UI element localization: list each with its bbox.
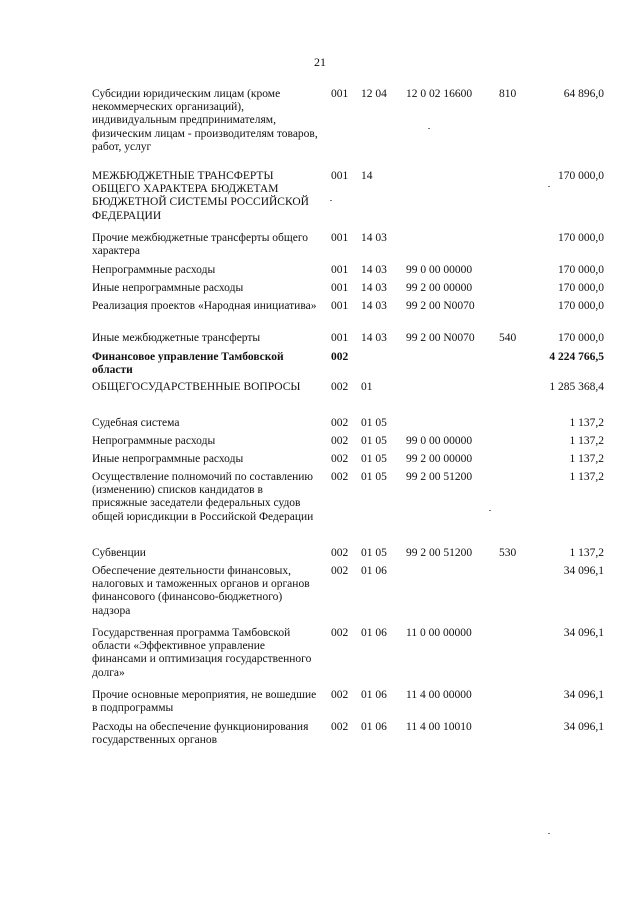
- row-gr: 002: [331, 547, 349, 559]
- row-gr: 002: [331, 689, 349, 701]
- row-section: 01 05: [361, 471, 387, 483]
- row-section: 14 03: [361, 264, 387, 276]
- row-sum: 170 000,0: [558, 282, 604, 294]
- table-row: [0, 170, 640, 232]
- table-row: [0, 721, 640, 769]
- table-row: [0, 471, 640, 547]
- row-sum: 34 096,1: [563, 689, 604, 701]
- table-row: [0, 282, 640, 300]
- row-name: Непрограммные расходы: [92, 264, 216, 276]
- row-section: 12 04: [361, 88, 387, 100]
- row-sum: 170 000,0: [558, 232, 604, 244]
- row-section: 14 03: [361, 300, 387, 312]
- table-row: [0, 689, 640, 721]
- row-section: 01 06: [361, 689, 387, 701]
- scan-speck: [428, 128, 430, 129]
- row-sum: 1 137,2: [569, 471, 604, 483]
- row-gr: 001: [331, 232, 349, 244]
- scan-speck: [548, 833, 550, 834]
- row-gr: 001: [331, 300, 349, 312]
- scan-speck: [330, 200, 332, 201]
- row-name: МЕЖБЮДЖЕТНЫЕ ТРАНСФЕРТЫ ОБЩЕГО ХАРАКТЕРА БЮДЖЕТАМ БЮДЖЕТНОЙ СИСТЕМЫ РОССИЙСКОЙ ФЕДЕРАЦИИ: [92, 170, 309, 222]
- row-sum: 170 000,0: [558, 170, 604, 182]
- row-name: Судебная система: [92, 417, 180, 429]
- row-section: 14: [361, 170, 373, 182]
- row-sum: 1 137,2: [569, 435, 604, 447]
- row-section: 01 05: [361, 417, 387, 429]
- row-article: 99 2 00 N0070: [406, 300, 475, 312]
- row-name: Расходы на обеспечение функционирования государственных органов: [92, 721, 309, 747]
- table-row: [0, 565, 640, 627]
- row-section: 01 06: [361, 721, 387, 733]
- row-sum: 1 285 368,4: [549, 381, 604, 393]
- row-gr: 001: [331, 264, 349, 276]
- table-row: [0, 300, 640, 332]
- row-name: Государственная программа Тамбовской области «Эффективное управление финансами и оптимизация государственного долга»: [92, 627, 312, 679]
- row-gr: 002: [331, 417, 349, 429]
- row-name: Иные межбюджетные трансферты: [92, 332, 261, 344]
- row-sum: 1 137,2: [569, 453, 604, 465]
- row-article: 11 4 00 00000: [406, 689, 472, 701]
- page-number: 21: [314, 55, 326, 69]
- table-row: [0, 627, 640, 689]
- row-name: Субсидии юридическим лицам (кроме некоммерческих организаций), индивидуальным предпринимателям, физическим лицам - производителям товаров, работ, услуг: [92, 88, 318, 153]
- row-section: 14 03: [361, 332, 387, 344]
- row-sum: 34 096,1: [563, 565, 604, 577]
- row-section: 01: [361, 381, 373, 393]
- row-name: Непрограммные расходы: [92, 435, 216, 447]
- row-section: 01 06: [361, 565, 387, 577]
- row-article: 99 2 00 51200: [406, 471, 473, 483]
- row-article: 12 0 02 16600: [406, 88, 473, 100]
- row-article: 99 2 00 00000: [406, 453, 473, 465]
- row-gr: 001: [331, 170, 349, 182]
- row-name: Осуществление полномочий по составлению (изменению) списков кандидатов в присяжные заседатели федеральных судов общей юрисдикции в Российской Федерации: [92, 471, 314, 523]
- row-expense-type: 540: [499, 332, 517, 344]
- row-name: ОБЩЕГОСУДАРСТВЕННЫЕ ВОПРОСЫ: [92, 381, 301, 393]
- table-row: [0, 435, 640, 453]
- row-name: Реализация проектов «Народная инициатива»: [92, 300, 317, 312]
- row-name: Финансовое управление Тамбовской области: [92, 351, 284, 377]
- row-name: Иные непрограммные расходы: [92, 453, 244, 465]
- row-gr: 002: [331, 721, 349, 733]
- row-article: 99 2 00 51200: [406, 547, 473, 559]
- row-name: Иные непрограммные расходы: [92, 282, 244, 294]
- table-row: [0, 351, 640, 381]
- table-row: [0, 264, 640, 282]
- row-name: Прочие межбюджетные трансферты общего характера: [92, 232, 309, 258]
- row-expense-type: 530: [499, 547, 517, 559]
- row-name: Прочие основные мероприятия, не вошедшие в подпрограммы: [92, 689, 317, 715]
- table-row: [0, 417, 640, 435]
- row-article: 99 0 00 00000: [406, 264, 473, 276]
- table-row: [0, 332, 640, 351]
- row-expense-type: 810: [499, 88, 517, 100]
- row-sum: 64 896,0: [563, 88, 604, 100]
- row-article: 99 2 00 00000: [406, 282, 473, 294]
- row-sum: 170 000,0: [558, 264, 604, 276]
- row-name: Субвенции: [92, 547, 146, 559]
- row-sum: 1 137,2: [569, 417, 604, 429]
- table-row: [0, 547, 640, 565]
- table-row: [0, 381, 640, 417]
- row-gr: 002: [331, 453, 349, 465]
- scan-speck: [489, 510, 491, 511]
- row-article: 99 2 00 N0070: [406, 332, 475, 344]
- row-sum: 34 096,1: [563, 721, 604, 733]
- row-gr: 001: [331, 282, 349, 294]
- row-gr: 002: [331, 435, 349, 447]
- table-row: [0, 232, 640, 264]
- row-article: 11 0 00 00000: [406, 627, 472, 639]
- table-row: [0, 88, 640, 170]
- row-section: 14 03: [361, 282, 387, 294]
- table-row: [0, 453, 640, 471]
- row-section: 01 05: [361, 453, 387, 465]
- row-gr: 002: [331, 471, 349, 483]
- row-gr: 002: [331, 565, 349, 577]
- row-gr: 001: [331, 88, 349, 100]
- scan-speck: [548, 186, 550, 187]
- row-gr: 002: [331, 627, 349, 639]
- row-sum: 34 096,1: [563, 627, 604, 639]
- row-section: 01 05: [361, 435, 387, 447]
- row-section: 01 05: [361, 547, 387, 559]
- row-gr: 002: [331, 381, 349, 393]
- row-name: Обеспечение деятельности финансовых, налоговых и таможенных органов и органов финансового (финансово-бюджетного) надзора: [92, 565, 310, 617]
- row-article: 99 0 00 00000: [406, 435, 473, 447]
- budget-table: [0, 88, 640, 769]
- row-sum: 4 224 766,5: [549, 351, 604, 363]
- row-gr: 001: [331, 332, 349, 344]
- row-sum: 1 137,2: [569, 547, 604, 559]
- row-sum: 170 000,0: [558, 332, 604, 344]
- row-gr: 002: [331, 351, 349, 363]
- row-section: 14 03: [361, 232, 387, 244]
- row-section: 01 06: [361, 627, 387, 639]
- row-sum: 170 000,0: [558, 300, 604, 312]
- row-article: 11 4 00 10010: [406, 721, 472, 733]
